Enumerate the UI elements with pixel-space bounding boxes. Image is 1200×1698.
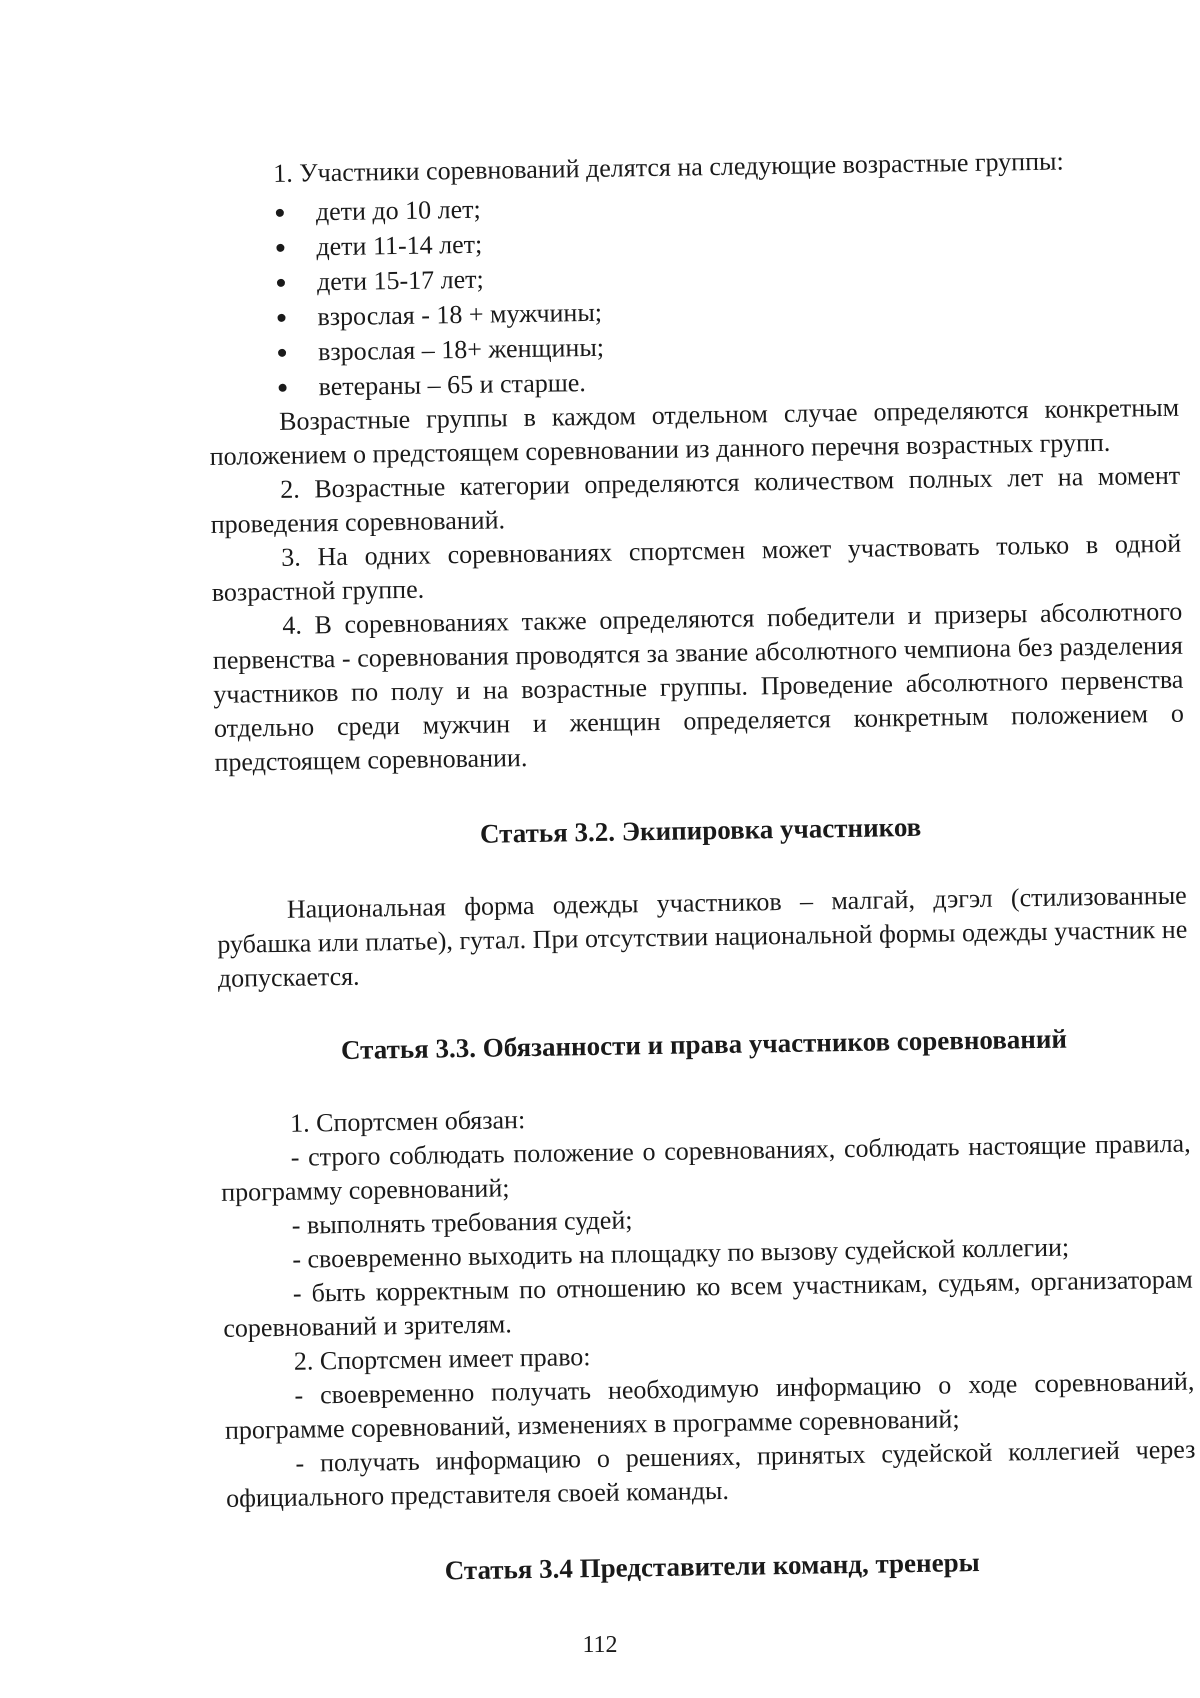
bullet-icon: [277, 279, 285, 287]
bullet-icon: [278, 349, 286, 357]
list-item: дети до 10 лет;: [206, 181, 1176, 231]
bullet-icon: [276, 244, 284, 252]
list-item: ветераны – 65 и старше.: [208, 356, 1178, 406]
list-item: дети 15-17 лет;: [207, 251, 1177, 301]
document-body: [205, 143, 1197, 1592]
paragraph: - выполнять требования судей;: [291, 1205, 633, 1240]
paragraph: - получать информацию о решениях, принятых судейской коллегией через официального представителя своей команды.: [225, 1434, 1196, 1513]
list-item: взрослая – 18+ женщины;: [208, 321, 1178, 371]
paragraph: 4. В соревнованиях также определяются победители и призеры абсолютного первенства - соревнования проводятся за звание абсолютного чемпиона без разделения участников по полу и на возрастные группы. Проведение абсолютного первенства отдельно среди мужчин и женщин определяется конкретным положением о предстоящем соревновании.: [212, 596, 1185, 777]
paragraph: Национальная форма одежды участников – малгай, дэгэл (стилизованные рубашка или платье), гутал. При отсутствии национальной формы одежды участник не допускается.: [217, 880, 1188, 993]
bullet-icon: [277, 314, 285, 322]
bullet-icon: [276, 209, 284, 217]
list-item: взрослая - 18 + мужчины;: [207, 286, 1177, 336]
section-heading: Статья 3.3. Обязанности и права участников соревнований: [340, 1023, 1068, 1065]
paragraph: 2. Спортсмен имеет право:: [293, 1342, 591, 1376]
age-groups-intro: 1. Участники соревнований делятся на следующие возрастные группы:: [273, 146, 1064, 188]
list-item: дети 11-14 лет;: [206, 216, 1176, 266]
age-groups-list: [206, 181, 1179, 406]
paragraph: Возрастные группы в каждом отдельном случае определяются конкретным положением о предстоящем соревновании из данного перечня возрастных групп.: [209, 392, 1180, 471]
paragraph: - своевременно выходить на площадку по вызову судейской коллегии;: [292, 1232, 1070, 1274]
bullet-icon: [279, 384, 287, 392]
page-number: 112: [582, 1632, 618, 1658]
paragraph: - быть корректным по отношению ко всем участникам, судьям, организаторам соревнований и зрителям.: [223, 1264, 1193, 1343]
section-heading: Статья 3.2. Экипировка участников: [479, 811, 922, 849]
paragraph: - своевременно получать необходимую информацию о ходе соревнований, программе соревнований, изменениях в программе соревнований;: [224, 1366, 1195, 1445]
paragraph: - строго соблюдать положение о соревнованиях, соблюдать настоящие правила, программу соревнований;: [221, 1128, 1191, 1207]
paragraph: 1. Спортсмен обязан:: [289, 1105, 526, 1138]
paragraph: 2. Возрастные категории определяются количеством полных лет на момент проведения соревнований.: [210, 460, 1181, 539]
section-heading: Статья 3.4 Представители команд, тренеры: [444, 1547, 980, 1586]
paragraph: 3. На одних соревнованиях спортсмен может участвовать только в одной возрастной группе.: [211, 528, 1182, 607]
